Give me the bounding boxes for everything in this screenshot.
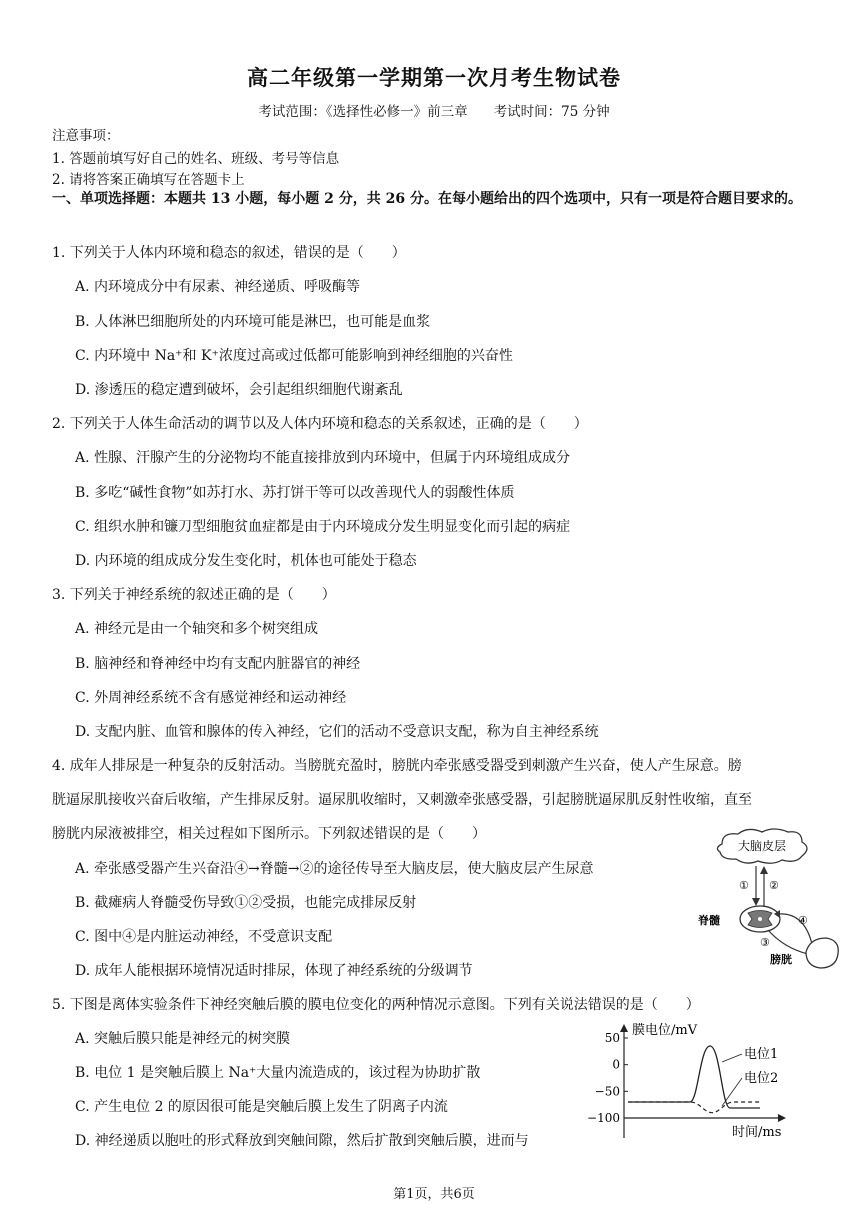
question-1-stem: 1. 下列关于人体内环境和稳态的叙述，错误的是（ ） <box>52 245 406 261</box>
x-axis-label: 时间/ms <box>732 1125 782 1140</box>
question-3-stem: 3. 下列关于神经系统的叙述正确的是（ ） <box>52 587 336 603</box>
series-2-label: 电位2 <box>744 1071 779 1086</box>
nerve-2-arrow <box>760 866 768 874</box>
spinal-cord-label: 脊髓 <box>698 914 720 927</box>
question-5-option-b: B. 电位 1 是突触后膜上 Na⁺大量内流造成的，该过程为协助扩散 <box>75 1065 481 1081</box>
question-3-option-c: C. 外周神经系统不含有感觉神经和运动神经 <box>75 690 347 706</box>
nerve-3-label: ③ <box>760 936 770 949</box>
y-axis-arrow <box>620 1024 628 1032</box>
question-4-stem-line-2: 胱逼尿肌接收兴奋后收缩，产生排尿反射。逼尿肌收缩时，又刺激牵张感受器，引起膀胱逼尿肌反射性收缩，直至 <box>52 792 752 808</box>
nerve-3-path <box>768 930 808 954</box>
y-ticks <box>587 1031 628 1125</box>
y-tick-label: −100 <box>587 1111 620 1125</box>
section-heading: 一、单项选择题：本题共 13 小题，每小题 2 分，共 26 分。在每小题给出的四个选项中，只有一项是符合题目要求的。 <box>52 191 802 207</box>
notes-item-1: 1. 答题前填写好自己的姓名、班级、考号等信息 <box>52 151 340 167</box>
question-1-option-d: D. 渗透压的稳定遭到破坏，会引起组织细胞代谢紊乱 <box>75 382 403 398</box>
exam-time: 考试时间：75 分钟 <box>493 104 610 120</box>
bladder-shape <box>806 938 838 968</box>
question-2-option-a: A. 性腺、汗腺产生的分泌物均不能直接排放到内环境中，但属于内环境组成成分 <box>75 450 571 466</box>
series-2-line <box>628 1102 760 1113</box>
question-2-option-d: D. 内环境的组成成分发生变化时，机体也可能处于稳态 <box>75 553 417 569</box>
series-1-label: 电位1 <box>744 1047 779 1062</box>
nerve-2-label: ② <box>769 879 779 892</box>
question-2-stem: 2. 下列关于人体生命活动的调节以及人体内环境和稳态的关系叙述，正确的是（ ） <box>52 416 588 432</box>
question-3-option-b: B. 脑神经和脊神经中均有支配内脏器官的神经 <box>75 656 361 672</box>
exam-scope: 考试范围：《选择性必修一》前三章 <box>258 104 468 120</box>
question-1-option-b: B. 人体淋巴细胞所处的内环境可能是淋巴，也可能是血浆 <box>75 314 431 330</box>
question-4-option-b: B. 截瘫病人脊髓受伤导致①②受损，也能完成排尿反射 <box>75 895 417 911</box>
question-2-option-c: C. 组织水肿和镰刀型细胞贫血症都是由于内环境成分发生明显变化而引起的病症 <box>75 519 571 535</box>
y-axis-label: 膜电位/mV <box>632 1023 698 1038</box>
central-canal <box>758 917 762 921</box>
question-1-option-a: A. 内环境成分中有尿素、神经递质、呼吸酶等 <box>75 279 361 295</box>
question-4-stem-line-3: 膀胱内尿液被排空，相关过程如下图所示。下列叙述错误的是（ ） <box>52 826 486 842</box>
cortex-label: 大脑皮层 <box>737 839 787 853</box>
notes-item-2: 2. 请将答案正确填写在答题卡上 <box>52 172 245 188</box>
question-3-option-d: D. 支配内脏、血管和腺体的传入神经，它们的活动不受意识支配，称为自主神经系统 <box>75 724 599 740</box>
nerve-1-arrow <box>752 898 760 906</box>
question-2-option-b: B. 多吃“碱性食物”如苏打水、苏打饼干等可以改善现代人的弱酸性体质 <box>75 485 515 501</box>
page-title: 高二年级第一学期第一次月考生物试卷 <box>247 65 621 90</box>
y-tick-label: −50 <box>594 1084 620 1099</box>
series-2-leader <box>722 1078 742 1106</box>
series-1-line <box>628 1046 760 1108</box>
question-4-option-d: D. 成年人能根据环境情况适时排尿，体现了神经系统的分级调节 <box>75 963 473 979</box>
membrane-potential-chart <box>582 1020 822 1142</box>
bladder-label: 膀胱 <box>770 953 792 966</box>
question-5-option-a: A. 突触后膜只能是神经元的树突膜 <box>75 1031 291 1047</box>
x-axis-arrow <box>778 1114 786 1122</box>
exam-info <box>0 100 868 120</box>
series-1-leader <box>722 1054 742 1062</box>
question-1-option-c: C. 内环境中 Na⁺和 K⁺浓度过高或过低都可能影响到神经细胞的兴奋性 <box>75 348 513 364</box>
y-tick-label: 50 <box>604 1031 620 1045</box>
question-5-option-d: D. 神经递质以胞吐的形式释放到突触间隙，然后扩散到突触后膜，进而与 <box>75 1133 529 1149</box>
reflex-diagram <box>692 826 842 974</box>
nerve-1-label: ① <box>739 879 749 892</box>
question-4-option-a: A. 牵张感受器产生兴奋沿④→脊髓→②的途径传导至大脑皮层，使大脑皮层产生尿意 <box>75 861 594 877</box>
notes-heading: 注意事项： <box>52 128 120 144</box>
question-4-stem-line-1: 4. 成年人排尿是一种复杂的反射活动。当膀胱充盈时，膀胱内牵张感受器受到刺激产生兴奋，使人产生尿意。膀 <box>52 758 742 774</box>
question-5-option-c: C. 产生电位 2 的原因很可能是突触后膜上发生了阴离子内流 <box>75 1099 448 1115</box>
question-5-stem: 5. 下图是离体实验条件下神经突触后膜的膜电位变化的两种情况示意图。下列有关说法错误的是（ ） <box>52 997 700 1013</box>
question-3-option-a: A. 神经元是由一个轴突和多个树突组成 <box>75 621 319 637</box>
nerve-4-label: ④ <box>798 914 808 927</box>
question-4-option-c: C. 图中④是内脏运动神经，不受意识支配 <box>75 929 333 945</box>
page-footer: 第1页，共6页 <box>393 1187 475 1202</box>
y-tick-label: 0 <box>612 1057 620 1072</box>
